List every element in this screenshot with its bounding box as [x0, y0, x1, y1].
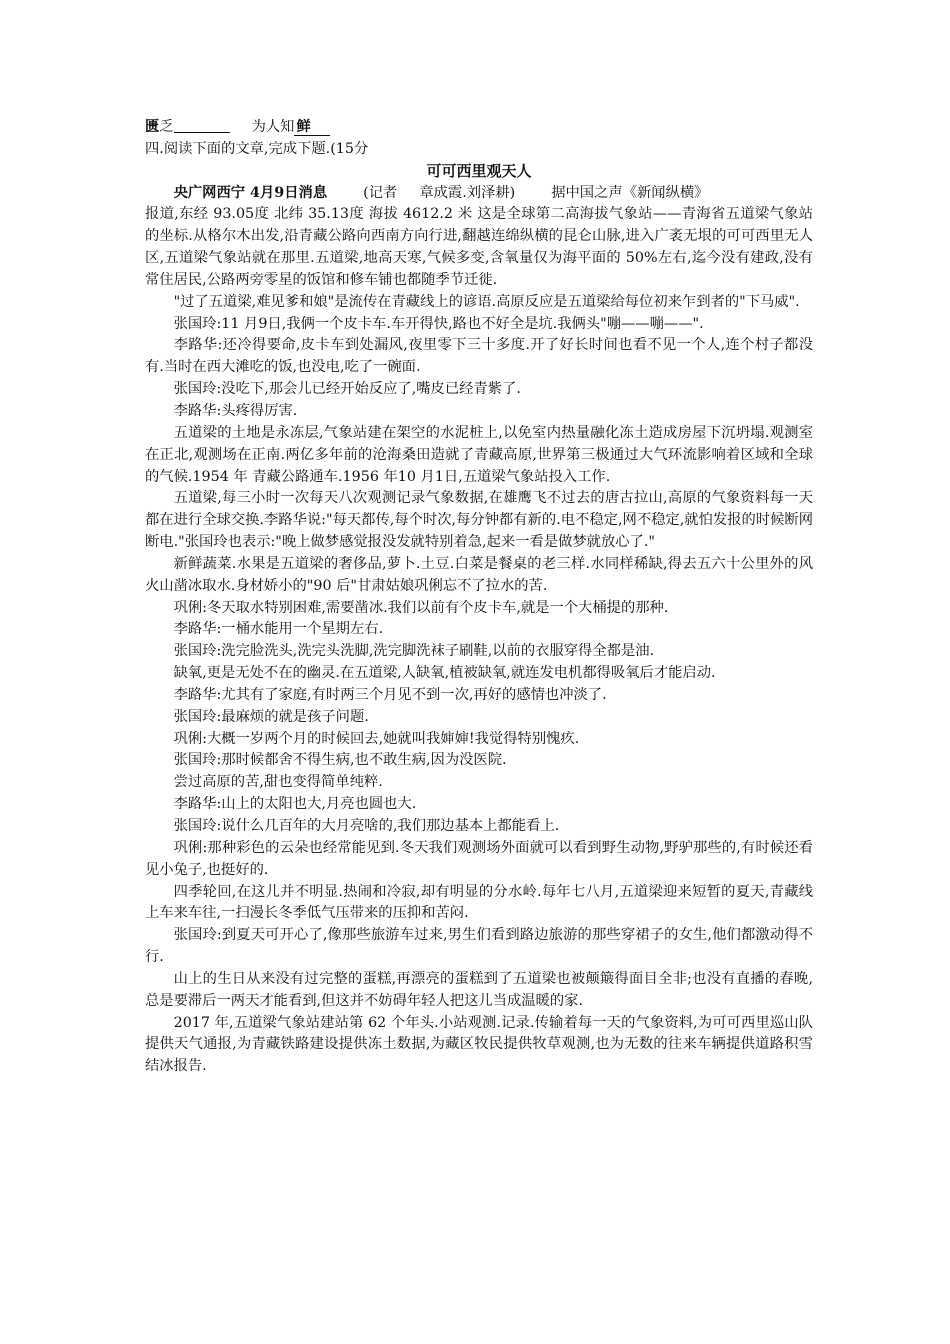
paragraph: 张国玲:最麻烦的就是孩子问题.	[173, 708, 369, 725]
paragraph: 李路华:尤其有了家庭,有时两三个月见不到一次,再好的感情也冲淡了.	[173, 686, 607, 703]
paragraph: 巩俐:那种彩色的云朵也经常能见到.冬天我们观测场外面就可以看到野生动物,野驴那些的,有时候还看见小兔子,也挺好的.	[145, 839, 813, 878]
paragraph: 张国玲:到夏天可开心了,像那些旅游车过来,男生们看到路边旅游的那些穿裙子的女生,他们都激动得不行.	[145, 927, 813, 966]
paragraph: 五道梁的土地是永冻层,气象站建在架空的水泥桩上,以免室内热量融化冻土造成房屋下沉坍塌.观测室在正北,观测场在正南.两亿多年前的沧海桑田造就了青藏高原,世界第三极通过大气环流影响着区域和全球的气候.1954 年 青藏公路通车.1956 年10 月1日,五道梁气象站投入工作.	[145, 424, 813, 485]
vocab-word-2-prefix: 为人知	[251, 119, 295, 135]
paragraph: 李路华:一桶水能用一个星期左右.	[173, 621, 384, 638]
paragraph: 巩俐:大概一岁两个月的时候回去,她就叫我婶婶!我觉得特别愧疚.	[173, 730, 580, 747]
vocab-word-1-rest: 乏	[159, 119, 174, 135]
document-page	[145, 117, 813, 1078]
byline-reporter-label: (记者	[363, 184, 398, 201]
vocab-blank-2-answer[interactable]: 鲜	[296, 119, 311, 135]
paragraph: 缺氧,更是无处不在的幽灵.在五道梁,人缺氧,植被缺氧,就连发电机都得吸氧后才能启动.	[173, 665, 716, 682]
byline-reporter-names: 章成霞.刘泽耕)	[419, 184, 516, 201]
article-title: 可可西里观天人	[426, 161, 532, 180]
paragraph: 李路华:头疼得厉害.	[173, 402, 298, 419]
paragraph: 五道梁,每三小时一次每天八次观测记录气象数据,在雄鹰飞不过去的唐古拉山,高原的气象资料每一天都在进行全球交换.李路华说:"每天都传,每个时次,每分钟都有新的.电不稳定,网不稳定,就怕发报的时候断网断电."张国玲也表示:"晚上做梦感觉报没发就特别着急,起来一看是做梦就放心了."	[145, 490, 813, 551]
paragraph: 2017 年,五道梁气象站建站第 62 个年头.小站观测.记录.传输着每一天的气象资料,为可可西里巡山队提供天气通报,为青藏铁路建设提供冻土数据,为藏区牧民提供牧草观测,也为无数的往来车辆提供道路积雪结冰报告.	[145, 1014, 813, 1075]
paragraph: 李路华:还冷得要命,皮卡车到处漏风,夜里零下三十多度.开了好长时间也看不见一个人,连个村子都没有.当时在西大滩吃的饭,也没电,吃了一碗面.	[145, 337, 813, 376]
paragraph: 张国玲:说什么几百年的大月亮啥的,我们那边基本上都能看上.	[173, 818, 560, 834]
article-byline	[145, 183, 813, 205]
byline-source: 央广网西宁 4月9日消息	[173, 184, 328, 201]
paragraph: "过了五道梁,难见爹和娘"是流传在青藏线上的谚语.高原反应是五道梁给每位初来乍到者的"下马威".	[173, 293, 800, 310]
paragraph: 张国玲:那时候都舍不得生病,也不敢生病,因为没医院.	[173, 752, 507, 769]
paragraph: 张国玲:洗完脸洗头,洗完头洗脚,洗完脚洗袜子刷鞋,以前的衣服穿得全都是油.	[173, 643, 655, 660]
vocab-word-1-first-char: 匮	[145, 119, 160, 135]
paragraph: 山上的生日从来没有过完整的蛋糕,再漂亮的蛋糕到了五道梁也被颠簸得面目全非;也没有直播的春晚,总是要滞后一两天才能看到,但这并不妨碍年轻人把这儿当成温暖的家.	[145, 970, 813, 1009]
paragraph: 四季轮回,在这儿并不明显.热闹和冷寂,却有明显的分水岭.每年七八月,五道梁迎来短暂的夏天,青藏线上车来车往,一扫漫长冬季低气压带来的压抑和苦闷.	[145, 883, 813, 922]
vocab-line	[145, 117, 813, 139]
paragraph: 新鲜蔬菜.水果是五道梁的奢侈品,萝卜.土豆.白菜是餐桌的老三样.水同样稀缺,得去五六十公里外的风火山凿冰取水.身材娇小的"90 后"甘肃姑娘巩俐忘不了拉水的苦.	[145, 555, 813, 594]
vocab-blank-1[interactable]	[174, 117, 230, 133]
paragraph: 尝过高原的苦,甜也变得简单纯粹.	[173, 774, 383, 791]
paragraph: 李路华:山上的太阳也大,月亮也圆也大.	[173, 796, 417, 813]
byline-lead: 据中国之声《新闻纵横》	[551, 184, 709, 201]
paragraph: 张国玲:11 月9日,我俩一个皮卡车.车开得快,路也不好全是坑.我俩头"嘣——嘣——".	[173, 315, 704, 332]
paragraph: 张国玲:没吃下,那会儿已经开始反应了,嘴皮已经青紫了.	[173, 381, 521, 398]
paragraph-intro: 报道,东经 93.05度 北纬 35.13度 海拔 4612.2 米 这是全球第二高海拔气象站——青海省五道梁气象站的坐标.从格尔木出发,沿青藏公路向西南方向行进,翻越连绵纵横的昆仑山脉,进入广袤无垠的可可西里无人区,五道梁气象站就在那里.五道梁,地高天寒,气候多变,含氧量仅为海平面的 50%左右,迄今没有建政,没有常住居民,公路两旁零星的饭馆和修车铺也都随季节迁徙.	[145, 206, 813, 288]
section-heading: 四.阅读下面的文章,完成下题.(15分	[145, 140, 369, 157]
paragraph: 巩俐:冬天取水特别困难,需要凿冰.我们以前有个皮卡车,就是一个大桶提的那种.	[173, 599, 669, 616]
